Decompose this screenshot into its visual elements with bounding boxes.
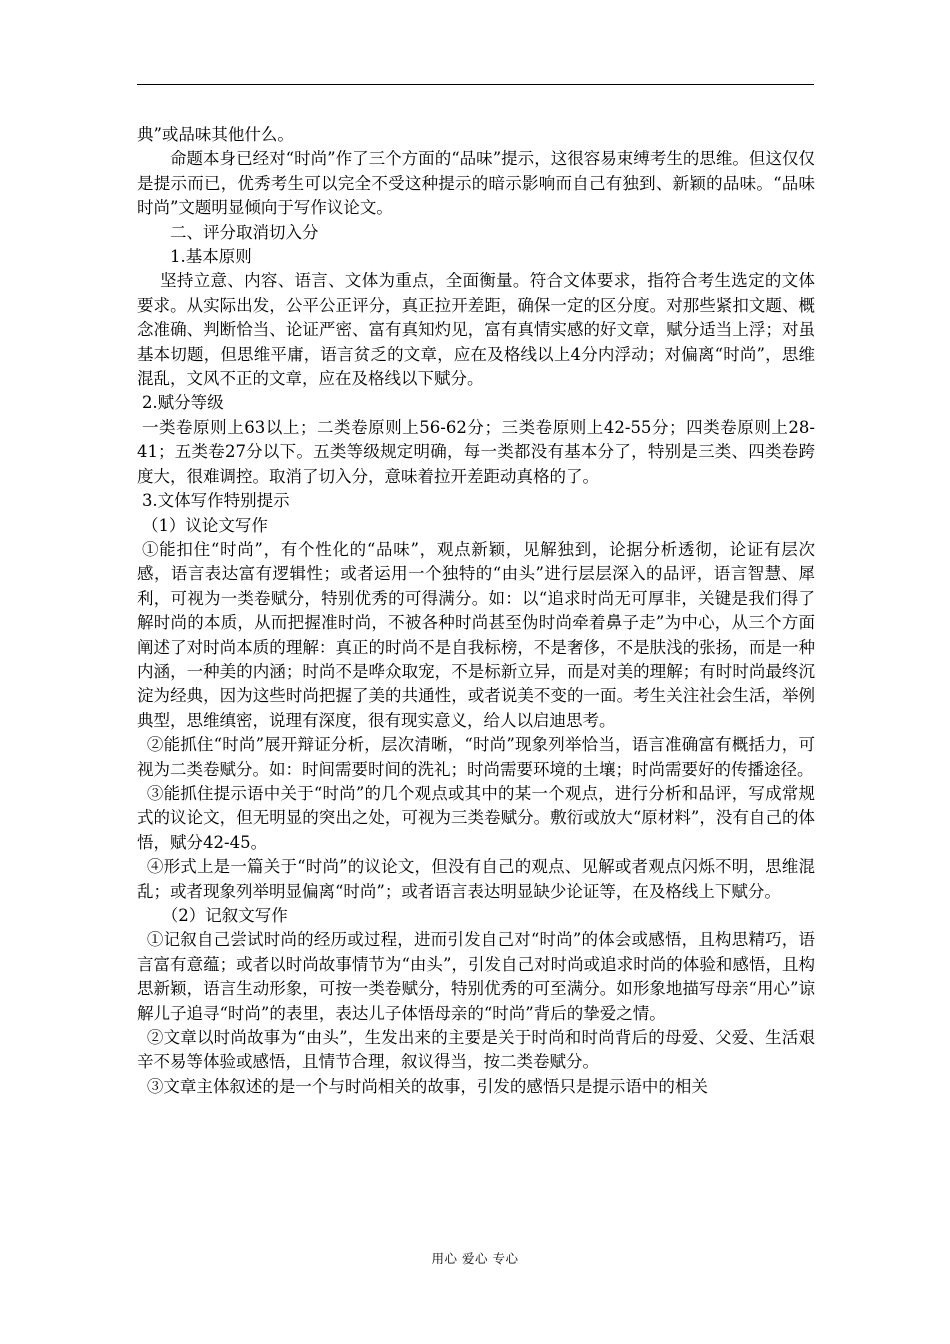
header-rule [137,84,814,85]
paragraph: 命题本身已经对“时尚”作了三个方面的“品味”提示，这很容易束缚考生的思维。但这仅仅是提示而已，优秀考生可以完全不受这种提示的暗示影响而自己有独到、新颖的品味。“品味时尚”文题明显倾向于写作议论文。 [137,149,815,218]
subsection-heading: 3.文体写作特别提示 [141,491,290,511]
subsection-heading: （2）记叙文写作 [161,906,288,925]
page-footer: 用心 爱心 专心 [431,1251,519,1266]
paragraph: ②能抓住“时尚”展开辩证分析，层次清晰，“时尚”现象列举恰当，语言准确富有概括力，可视为二类卷赋分。如：时间需要时间的洗礼；时尚需要环境的土壤；时尚需要好的传播途径。 [137,735,815,779]
paragraph: ①记叙自己尝试时尚的经历或过程，进而引发自己对“时尚”的体会或感悟，且构思精巧，语言富有意蕴；或者以时尚故事情节为“由头”，引发自己对时尚或追求时尚的体验和感悟，且构思新颖，语言生动形象，可按一类卷赋分，特别优秀的可至满分。如形象地描写母亲“用心”谅解儿子追寻“时尚”的表里，表达儿子体悟母亲的“时尚”背后的挚爱之情。 [137,930,815,1023]
subsection-heading: （1）议论文写作 [141,515,268,535]
subsection-heading: 2.赋分等级 [141,393,224,413]
paragraph: 坚持立意、内容、语言、文体为重点，全面衡量。符合文体要求，指符合考生选定的文体要求。从实际出发，公平公正评分，真正拉开差距，确保一定的区分度。对那些紧扣文题、概念准确、判断恰当、论证严密、富有真知灼见，富有真情实感的好文章，赋分适当上浮；对虽基本切题，但思维平庸，语言贫乏的文章，应在及格线以上4分内浮动；对偏离“时尚”，思维混乱，文风不正的文章，应在及格线以下赋分。 [137,271,815,389]
paragraph: ①能扣住“时尚”，有个性化的“品味”，观点新颖，见解独到，论据分析透彻，论证有层次感，语言表达富有逻辑性；或者运用一个独特的“由头”进行层层深入的品评，语言智慧、犀利，可视为一类卷赋分，特别优秀的可得满分。如：以“追求时尚无可厚非，关键是我们得了解时尚的本质，从而把握准时尚，不被各种时尚甚至伪时尚牵着鼻子走”为中心，从三个方面阐述了对时尚本质的理解：真正的时尚不是自我标榜，不是奢侈，不是肤浅的张扬，而是一种内涵，一种美的内涵；时尚不是哗众取宠，不是标新立异，而是对美的理解；有时时尚最终沉淀为经典，因为这些时尚把握了美的共通性，或者说美不变的一面。考生关注社会生活，举例典型，思维缜密，说理有深度，很有现实意义，给人以启迪思考。 [137,539,815,730]
paragraph: ③文章主体叙述的是一个与时尚相关的故事，引发的感悟只是提示语中的相关 [146,1076,708,1096]
document-body [137,123,815,1099]
paragraph: ③能抓住提示语中关于“时尚”的几个观点或其中的某一个观点，进行分析和品评，写成常规式的议论文，但无明显的突出之处，可视为三类卷赋分。敷衍或放大“原材料”，没有自己的体悟，赋分42-45。 [137,783,815,852]
paragraph: 一类卷原则上63以上；二类卷原则上56-62分；三类卷原则上42-55分；四类卷原则上28-41；五类卷27分以下。五类等级规定明确，每一类都没有基本分了，特别是三类、四类卷跨度大，很难调控。取消了切入分，意味着拉开差距动真格的了。 [137,417,815,486]
subsection-heading: 1.基本原则 [170,247,252,267]
section-heading: 二、评分取消切入分 [170,222,319,242]
paragraph: 典”或品味其他什么。 [137,125,294,144]
paragraph: ②文章以时尚故事为“由头”，生发出来的主要是关于时尚和时尚背后的母爱、父爱、生活艰辛不易等体验或感悟，且情节合理，叙议得当，按二类卷赋分。 [137,1028,815,1072]
paragraph: ④形式上是一篇关于“时尚”的议论文，但没有自己的观点、见解或者观点闪烁不明，思维混乱；或者现象列举明显偏离“时尚”；或者语言表达明显缺少论证等，在及格线上下赋分。 [137,857,815,901]
